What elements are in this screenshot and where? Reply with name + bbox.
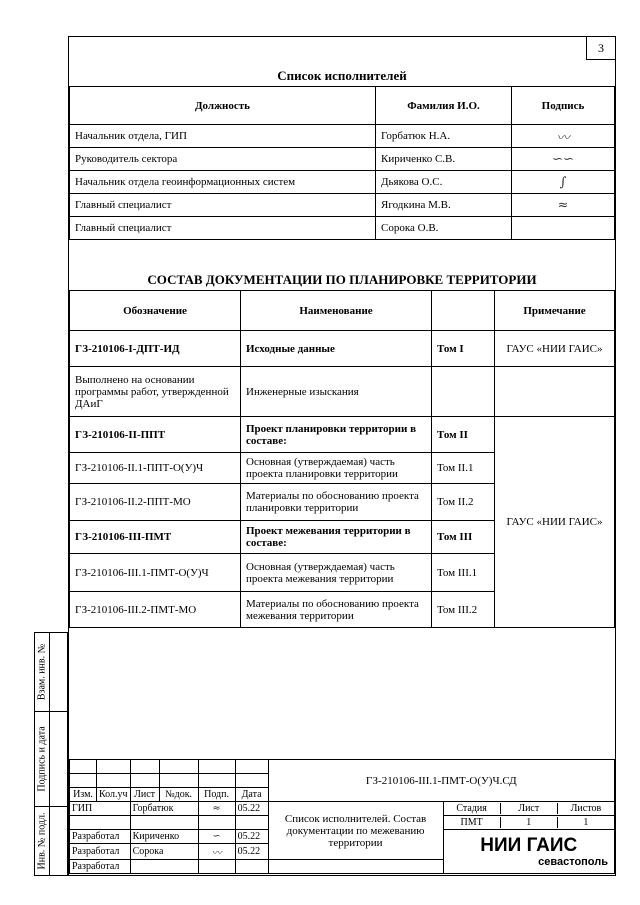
- volume-cell: Том III.2: [432, 592, 495, 628]
- col-header: [432, 291, 495, 331]
- table-row: [70, 194, 615, 217]
- name-cell: Горбатюк Н.А.: [376, 125, 512, 148]
- volume-cell: Том III.1: [432, 554, 495, 592]
- name-cell: Инженерные изыскания: [241, 367, 432, 417]
- position-cell: Главный специалист: [70, 194, 376, 217]
- margin-label: Подпись и дата: [36, 726, 48, 792]
- signature-cell: [512, 217, 615, 240]
- role-cell: Разработал: [70, 860, 131, 874]
- col-header: Наименование: [241, 291, 432, 331]
- table-row: [70, 217, 615, 240]
- sheet-number: 3: [586, 37, 615, 60]
- code-cell: ГЗ-210106-III.2-ПМТ-МО: [70, 592, 241, 628]
- position-cell: Руководитель сектора: [70, 148, 376, 171]
- table-row: [70, 148, 615, 171]
- col-header: Подп.: [198, 788, 235, 802]
- date-cell: 05.22: [235, 802, 268, 816]
- table-row: [70, 367, 615, 417]
- performers-table: [69, 86, 615, 240]
- stage-value: ПМТ: [444, 817, 501, 828]
- doc-title: Список исполнителей. Состав документации по межеванию территории: [268, 802, 443, 860]
- volume-cell: Том I: [432, 331, 495, 367]
- role-cell: Разработал: [70, 830, 131, 844]
- margin-label: Инв. № подл.: [36, 812, 48, 870]
- signature-cell: 〰: [512, 125, 615, 148]
- code-cell: ГЗ-210106-II-ППТ: [70, 417, 241, 453]
- table-row: [70, 125, 615, 148]
- name-cell: Кириченко С.В.: [376, 148, 512, 171]
- code-cell: ГЗ-210106-III.1-ПМТ-О(У)Ч: [70, 554, 241, 592]
- col-header: Изм.: [70, 788, 97, 802]
- volume-cell: Том II: [432, 417, 495, 453]
- documentation-title: СОСТАВ ДОКУМЕНТАЦИИ ПО ПЛАНИРОВКЕ ТЕРРИТОРИИ: [147, 272, 537, 287]
- name-cell: Основная (утверждаемая) часть проекта межевания территории: [241, 554, 432, 592]
- note-cell: ГАУС «НИИ ГАИС»: [495, 417, 615, 628]
- documentation-table: [69, 290, 615, 628]
- volume-cell: Том II.1: [432, 453, 495, 484]
- table-row: [70, 331, 615, 367]
- name-cell: Материалы по обоснованию проекта межевания территории: [241, 592, 432, 628]
- logo-main: НИИ ГАИС: [480, 834, 578, 856]
- name-cell: Проект планировки территории в составе:: [241, 417, 432, 453]
- code-cell: Выполнено на основании программы работ, утвержденной ДАиГ: [70, 367, 241, 417]
- signature-cell: ≈: [512, 194, 615, 217]
- stage-label: Стадия: [444, 803, 501, 814]
- margin-label: Взам. инв. №: [36, 643, 48, 701]
- col-header: Подпись: [512, 87, 615, 125]
- sheet-value: 1: [501, 817, 558, 828]
- name-cell: Дьякова О.С.: [376, 171, 512, 194]
- code-cell: ГЗ-210106-II.2-ППТ-МО: [70, 484, 241, 521]
- code-cell: ГЗ-210106-I-ДПТ-ИД: [70, 331, 241, 367]
- sheets-value: 1: [583, 817, 589, 828]
- name-cell: Основная (утверждаемая) часть проекта планировки территории: [241, 453, 432, 484]
- name-cell: Сорока: [130, 844, 198, 860]
- name-cell: Исходные данные: [241, 331, 432, 367]
- performers-title: Список исполнителей: [277, 68, 407, 83]
- date-cell: [235, 860, 268, 874]
- margin-original-inv: [34, 806, 68, 876]
- date-cell: 05.22: [235, 844, 268, 860]
- col-header: №док.: [159, 788, 198, 802]
- col-header: Должность: [70, 87, 376, 125]
- signature-cell: ∽∽: [512, 148, 615, 171]
- col-header: Кол.уч: [97, 788, 131, 802]
- role-cell: Разработал: [70, 844, 131, 860]
- note-cell: [495, 367, 615, 417]
- volume-cell: Том III: [432, 521, 495, 554]
- position-cell: Главный специалист: [70, 217, 376, 240]
- col-header: Дата: [235, 788, 268, 802]
- name-cell: Сорока О.В.: [376, 217, 512, 240]
- position-cell: Начальник отдела, ГИП: [70, 125, 376, 148]
- signature-cell: ∽: [198, 830, 235, 844]
- note-cell: ГАУС «НИИ ГАИС»: [495, 331, 615, 367]
- volume-cell: [432, 367, 495, 417]
- table-row: [70, 417, 615, 453]
- signature-cell: ≈: [198, 802, 235, 816]
- name-cell: Кириченко: [130, 830, 198, 844]
- page-frame: [68, 36, 616, 876]
- role-cell: ГИП: [70, 802, 131, 816]
- logo: [443, 830, 614, 874]
- signature-cell: ∫: [512, 171, 615, 194]
- col-header: Фамилия И.О.: [376, 87, 512, 125]
- col-header: Обозначение: [70, 291, 241, 331]
- name-cell: Материалы по обоснованию проекта планировки территории: [241, 484, 432, 521]
- sheet-label: Лист: [501, 803, 558, 814]
- name-cell: [130, 860, 198, 874]
- signature-cell: 〰: [198, 844, 235, 860]
- col-header: Примечание: [495, 291, 615, 331]
- name-cell: Горбатюк: [130, 802, 198, 816]
- margin-replace-inv: [34, 632, 68, 712]
- name-cell: Ягодкина М.В.: [376, 194, 512, 217]
- table-row: [70, 171, 615, 194]
- volume-cell: Том II.2: [432, 484, 495, 521]
- code-cell: ГЗ-210106-II.1-ППТ-О(У)Ч: [70, 453, 241, 484]
- position-cell: Начальник отдела геоинформационных систем: [70, 171, 376, 194]
- title-block: [69, 759, 615, 874]
- sheets-label: Листов: [570, 803, 602, 814]
- doc-code: ГЗ-210106-III.1-ПМТ-О(У)Ч.СД: [268, 760, 614, 802]
- name-cell: Проект межевания территории в составе:: [241, 521, 432, 554]
- date-cell: 05.22: [235, 830, 268, 844]
- margin-signature-date: [34, 711, 68, 807]
- col-header: Лист: [130, 788, 159, 802]
- code-cell: ГЗ-210106-III-ПМТ: [70, 521, 241, 554]
- logo-sub: севастополь: [538, 855, 608, 868]
